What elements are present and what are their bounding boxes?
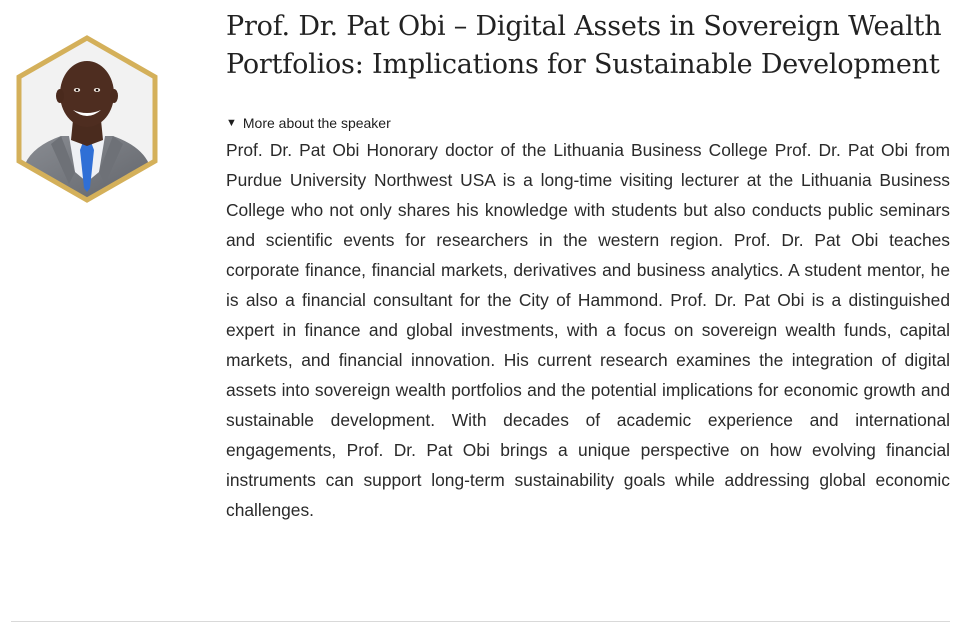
more-about-speaker-toggle[interactable] <box>226 115 391 131</box>
speaker-photo <box>11 32 163 206</box>
more-about-speaker-label: More about the speaker <box>242 115 391 131</box>
speaker-content <box>226 8 950 525</box>
speaker-title: Prof. Dr. Pat Obi – Digital Assets in Sovereign Wealth Portfolios: Implications for Sustainable Development <box>226 11 942 80</box>
speaker-avatar <box>11 32 163 206</box>
speaker-bio: Prof. Dr. Pat Obi Honorary doctor of the Lithuania Business College Prof. Dr. Pat Obi from Purdue University Northwest USA is a long-time visiting lecturer at the Lithuania Business College who not only shares his knowledge with students but also conducts public seminars and scientific events for researchers in the western region. Prof. Dr. Pat Obi teaches corporate finance, financial markets, derivatives and business analytics. A student mentor, he is also a financial consultant for the City of Hammond. Prof. Dr. Pat Obi is a distinguished expert in finance and global investments, with a focus on sovereign wealth funds, capital markets, and financial innovation. His current research examines the integration of digital assets into sovereign wealth portfolios and the potential implications for economic growth and sustainable development. With decades of academic experience and international engagements, Prof. Dr. Pat Obi brings a unique perspective on how evolving financial instruments can support long-term sustainability goals while addressing global economic challenges. <box>226 140 950 520</box>
section-divider <box>11 621 950 622</box>
triangle-down-icon: ▼ <box>226 117 237 129</box>
